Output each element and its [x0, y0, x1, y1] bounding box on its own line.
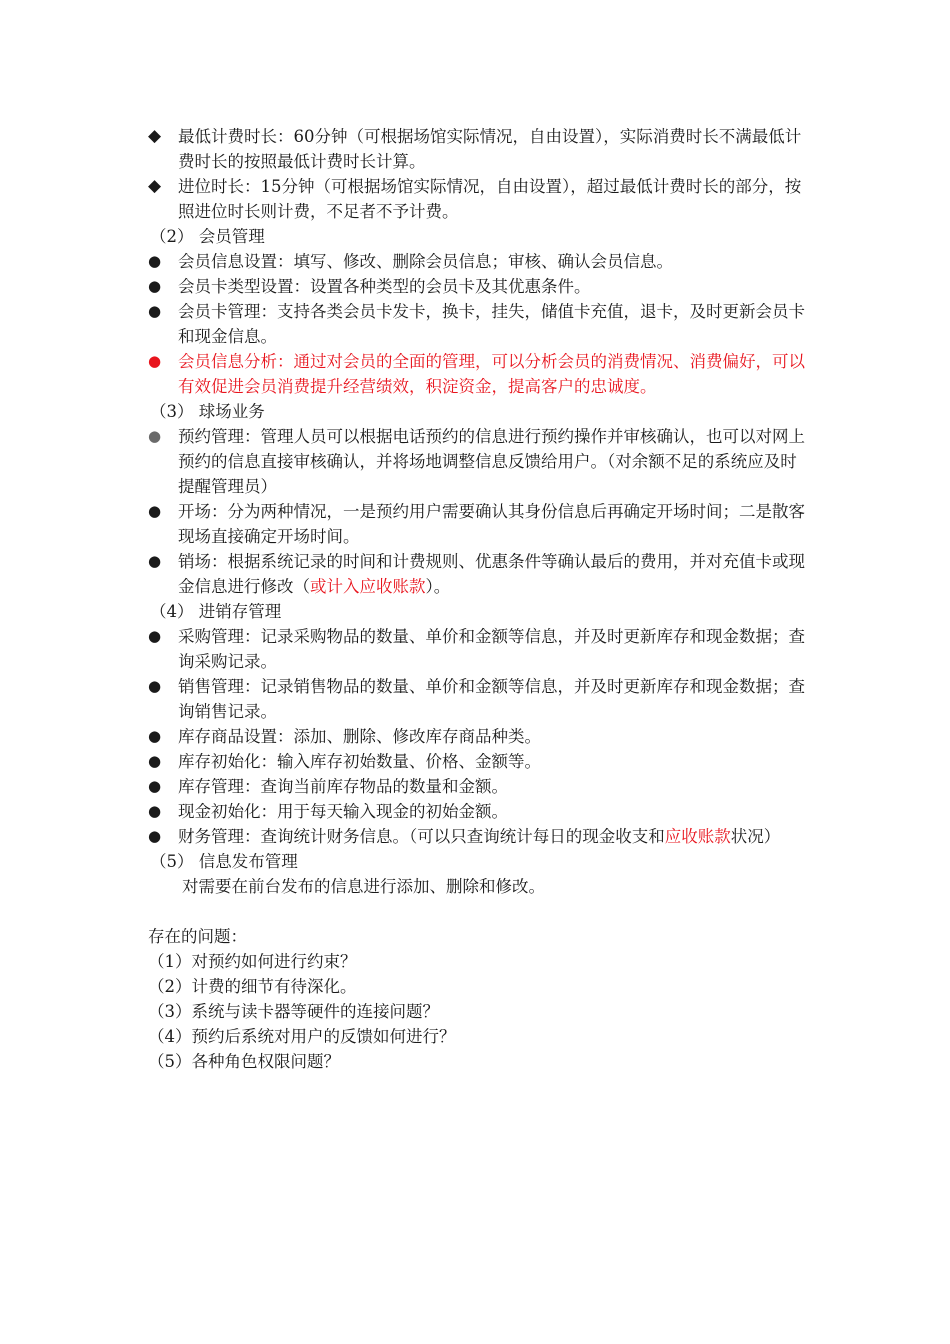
dot-bullet-icon: ●	[148, 502, 162, 520]
list-item-text: 财务管理：查询统计财务信息。（可以只查询统计每日的现金收支和	[178, 827, 665, 846]
dot-bullet-icon: ●	[148, 777, 162, 795]
list-item-text: 会员信息分析：通过对会员的全面的管理，可以分析会员的消费情况、消费偏好，可以有效促进会员消费提升经营绩效，积淀资金，提高客户的忠诚度。	[178, 352, 805, 396]
list-item-text-highlight: 应收账款	[664, 827, 731, 846]
list-item	[148, 799, 810, 824]
list-item	[148, 249, 810, 274]
diamond-bullet-icon: ◆	[148, 176, 162, 196]
list-item-text: 销场：根据系统记录的时间和计费规则、优惠条件等确认最后的费用，并对充值卡或现金信息进行修改（	[178, 552, 805, 596]
dot-bullet-icon: ●	[148, 752, 162, 770]
list-item-text: 现金初始化：用于每天输入现金的初始金额。	[178, 802, 508, 821]
diamond-bullet-icon: ◆	[148, 126, 162, 146]
dot-bullet-icon: ●	[148, 677, 162, 695]
blank-line	[148, 899, 810, 924]
dot-bullet-icon: ●	[148, 627, 162, 645]
section-heading: （2） 会员管理	[150, 227, 265, 246]
list-item-text: 采购管理：记录采购物品的数量、单价和金额等信息，并及时更新库存和现金数据；查询采购记录。	[178, 627, 805, 671]
issue-item: （3）系统与读卡器等硬件的连接问题？	[148, 1002, 439, 1021]
dot-bullet-icon: ●	[148, 827, 162, 845]
list-item-text: 库存初始化：输入库存初始数量、价格、金额等。	[178, 752, 541, 771]
list-item	[148, 674, 810, 724]
list-item	[148, 724, 810, 749]
list-item-text-highlight: 或计入应收账款	[310, 577, 426, 596]
list-item-text-tail: 状况）	[730, 827, 781, 846]
list-item	[148, 274, 810, 299]
dot-bullet-icon: ●	[148, 277, 162, 295]
dot-bullet-icon: ●	[148, 252, 162, 270]
list-item-text: 库存管理：查询当前库存物品的数量和金额。	[178, 777, 508, 796]
dot-bullet-icon: ●	[148, 802, 162, 820]
list-item	[148, 124, 810, 174]
section-heading: （3） 球场业务	[150, 402, 265, 421]
list-item	[148, 624, 810, 674]
list-item-text: 会员卡管理：支持各类会员卡发卡，换卡，挂失，储值卡充值，退卡，及时更新会员卡和现金信息。	[178, 302, 805, 346]
list-item	[148, 174, 810, 224]
list-item-text: 进位时长：15分钟（可根据场馆实际情况，自由设置），超过最低计费时长的部分，按照进位时长则计费，不足者不予计费。	[178, 177, 802, 221]
document-body	[148, 124, 810, 1074]
dot-bullet-icon: ●	[148, 727, 162, 745]
issue-item: （1）对预约如何进行约束？	[148, 952, 357, 971]
list-item	[148, 499, 810, 549]
list-item	[148, 299, 810, 349]
dot-bullet-icon: ●	[148, 302, 162, 320]
section-paragraph: 对需要在前台发布的信息进行添加、删除和修改。	[182, 877, 545, 896]
list-item	[148, 749, 810, 774]
list-item-text: 销售管理：记录销售物品的数量、单价和金额等信息，并及时更新库存和现金数据；查询销售记录。	[178, 677, 805, 721]
list-item-highlighted	[148, 349, 810, 399]
issue-item: （5）各种角色权限问题？	[148, 1052, 340, 1071]
list-item-text-tail: ）。	[425, 577, 451, 596]
list-item-text: 预约管理：管理人员可以根据电话预约的信息进行预约操作并审核确认，也可以对网上预约的信息直接审核确认，并将场地调整信息反馈给用户。（对余额不足的系统应及时提醒管理员）	[178, 427, 805, 496]
list-item-text: 会员信息设置：填写、修改、删除会员信息；审核、确认会员信息。	[178, 252, 673, 271]
issues-heading: 存在的问题：	[148, 927, 247, 946]
list-item	[148, 549, 810, 599]
list-item	[148, 424, 810, 499]
list-item-text: 库存商品设置：添加、删除、修改库存商品种类。	[178, 727, 541, 746]
issue-item: （4）预约后系统对用户的反馈如何进行？	[148, 1027, 456, 1046]
list-item	[148, 824, 810, 849]
list-item-text: 最低计费时长：60分钟（可根据场馆实际情况，自由设置），实际消费时长不满最低计费时长的按照最低计费时长计算。	[178, 127, 802, 171]
section-heading: （4） 进销存管理	[150, 602, 282, 621]
issue-item: （2）计费的细节有待深化。	[148, 977, 357, 996]
red-dot-bullet-icon: ●	[148, 352, 162, 370]
list-item	[148, 774, 810, 799]
dot-bullet-icon: ●	[148, 552, 162, 570]
list-item-text: 会员卡类型设置：设置各种类型的会员卡及其优惠条件。	[178, 277, 591, 296]
section-heading: （5） 信息发布管理	[150, 852, 298, 871]
list-item-text: 开场：分为两种情况，一是预约用户需要确认其身份信息后再确定开场时间；二是散客现场直接确定开场时间。	[178, 502, 805, 546]
gray-dot-bullet-icon: ●	[148, 427, 162, 445]
